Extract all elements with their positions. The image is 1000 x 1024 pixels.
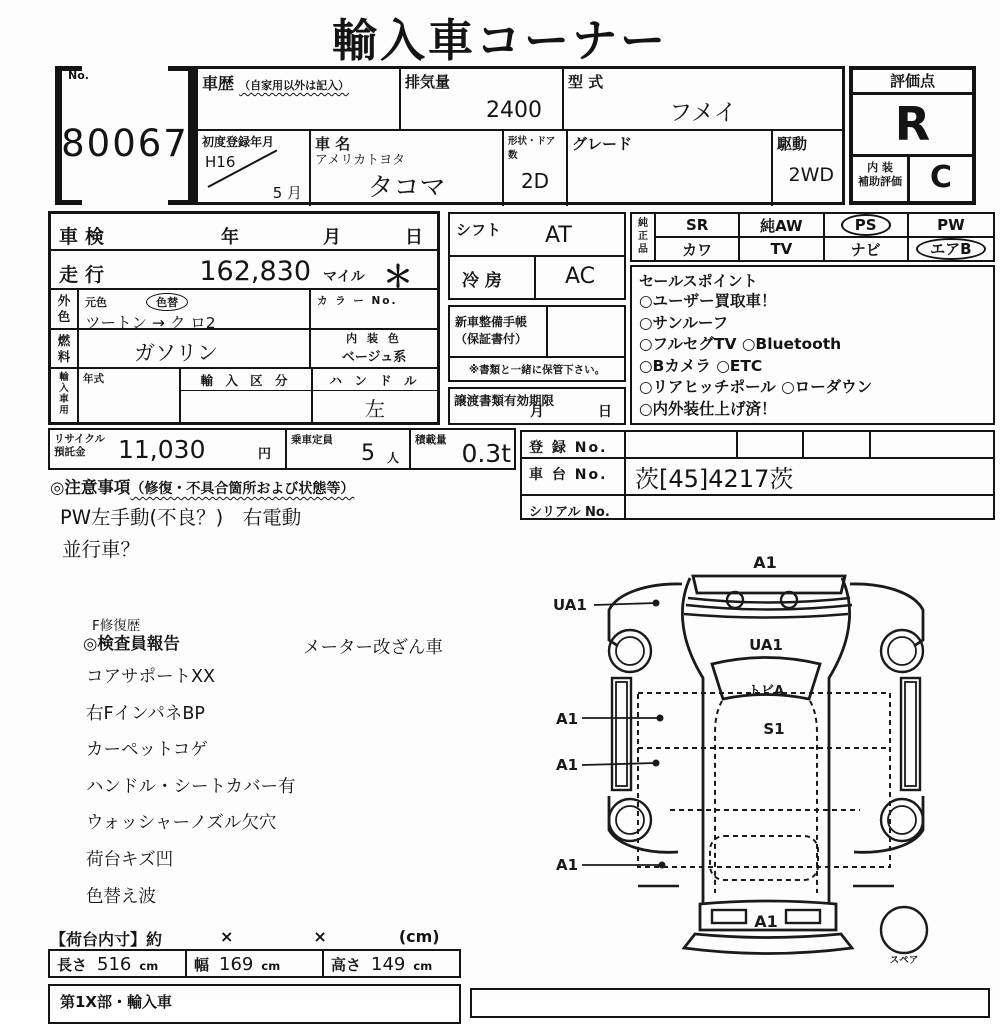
chassis-no-row [522, 459, 993, 496]
left-rear-wheel-inner [616, 806, 644, 834]
equip-ps [825, 214, 909, 238]
history-note: （自家用以外は記入） [239, 79, 350, 92]
handle-cell [313, 369, 437, 422]
mileage-row [51, 251, 437, 296]
right-rocker-inner [905, 682, 916, 786]
handle-label: ハ ン ド ル [313, 369, 437, 391]
front-a1-label: A1 [753, 553, 777, 572]
displacement-label: 排気量 [405, 73, 451, 91]
registration-no-row [522, 432, 993, 459]
interior-label-line2: 補助評価 [858, 175, 902, 188]
bed-size-header-label: 【荷台内寸】約 [50, 930, 163, 949]
inspector-item: コアサポートXX [86, 667, 215, 687]
equip-sr: SR [656, 214, 740, 238]
inspector-report-header: ◎検査員報告 [83, 634, 180, 653]
ac-row [450, 257, 624, 298]
left-rocker [612, 678, 631, 790]
chassis-no-value: 茨[45]4217茨 [635, 465, 794, 493]
bed-height-unit: cm [413, 959, 433, 973]
car-name-label: 車 名 [315, 135, 351, 153]
lot-number-box [55, 66, 195, 205]
vehicle-info-table [195, 66, 845, 205]
inspector-item: ハンドル・シートカバー有 [86, 776, 296, 797]
registration-empty-cell [871, 432, 993, 457]
cabin-s1-label: S1 [763, 720, 785, 738]
keep-documents-note: ※書類と一緒に保管下さい。 [468, 364, 606, 376]
registration-empty-cell [804, 432, 871, 457]
seating-capacity-cell [287, 430, 411, 468]
ac-value: AC [564, 264, 596, 289]
recycle-deposit-label [54, 433, 105, 459]
bed-times-2: × [313, 927, 327, 946]
sales-item: ○リアヒッチポール ○ローダウン [639, 378, 873, 396]
headlight-right [781, 592, 797, 608]
interior-rating-label [853, 157, 910, 201]
equipment-vlabel-text: 純正品 [638, 218, 648, 255]
shaken-day: 日 [405, 227, 423, 248]
shaken-month: 月 [323, 227, 341, 248]
rating-box [849, 66, 976, 205]
car-name-value: タコマ [367, 173, 446, 203]
transfer-docs-label: 譲渡書類有効期限 [454, 393, 555, 408]
history-label: 車歴 [202, 74, 235, 93]
bed-times-1: × [220, 927, 234, 946]
taillight-left [712, 910, 746, 923]
bed-unit: (cm) [398, 927, 440, 946]
interior-rating-grade: C [929, 160, 953, 195]
displacement-value: 2400 [486, 98, 542, 123]
page-title: 輸入車コーナー [331, 14, 668, 67]
bed-width-value: 169 [219, 954, 254, 975]
shaken-year: 年 [221, 227, 239, 248]
bed-height-label: 高さ [331, 956, 362, 974]
shaken-label: 車検 [59, 226, 112, 248]
equip-aw: 純AW [740, 214, 824, 238]
grade-label: グレード [572, 135, 633, 153]
shift-ac-box [448, 212, 626, 300]
lot-number-label: No. [68, 69, 89, 82]
sales-points-box [630, 265, 995, 425]
drive-cell [773, 131, 842, 206]
handle-value: 左 [365, 397, 385, 421]
fuel-value: ガソリン [79, 330, 311, 367]
exterior-color-vlabel [51, 290, 79, 328]
import-class-cell [181, 369, 313, 422]
left-a1-rear-label: A1 [556, 856, 579, 874]
rear-bumper-lip [684, 934, 852, 954]
drive-label: 駆動 [777, 135, 808, 153]
registration-table [520, 430, 995, 520]
registration-no-label: 登 録 No. [522, 432, 626, 457]
fuel-vlabel-text: 燃料 [57, 333, 71, 364]
note-line: PW左手動(不良？) 右電動 [60, 506, 302, 529]
door-line-left [715, 701, 722, 893]
sales-item: ○フルセグTV ○Bluetooth [639, 335, 842, 353]
rear-window-dashed [710, 836, 818, 880]
condition-table [48, 211, 440, 425]
ac-label: 冷 房 [450, 257, 536, 298]
top-row-1 [198, 69, 842, 131]
spare-label: スペア [889, 955, 919, 966]
import-class-label: 輸 入 区 分 [181, 369, 311, 391]
hood-ua1-label: UA1 [749, 636, 783, 654]
maintenance-label-line2: （保証書付） [455, 332, 528, 346]
sales-item: ○内外装仕上げ済！ [639, 399, 777, 418]
fuel-row [51, 330, 437, 369]
left-front-wheel-inner [616, 637, 644, 665]
sales-item: ○サンルーフ [639, 313, 729, 332]
seating-capacity-label: 乗車定員 [291, 434, 333, 446]
car-name-cell [311, 131, 504, 206]
leader-a1-rear-dot [659, 862, 666, 869]
equip-airbag [909, 238, 993, 260]
bottom-empty-box [470, 988, 990, 1018]
doors-value: 2D [520, 169, 550, 193]
transfer-docs-box [448, 387, 626, 425]
interior-label-line1: 内 装 [867, 161, 893, 174]
sales-item: ○ユーザー買取車！ [639, 292, 777, 310]
doors-cell [504, 131, 568, 206]
front-bumper [693, 576, 845, 593]
top-row-2 [198, 131, 842, 206]
model-code-label: 型 式 [568, 73, 604, 91]
bed-size-header [50, 927, 440, 950]
color-main-cell [79, 290, 311, 332]
right-rear-wheel-inner [888, 806, 916, 834]
serial-no-row [522, 496, 993, 520]
equip-pw: PW [909, 214, 993, 238]
bed-width-label: 幅 [194, 956, 210, 974]
door-line-right [810, 701, 817, 893]
bed-size-table [48, 949, 461, 978]
color-value: ツートン → ク ロ2 [85, 314, 216, 332]
left-a1-door-label: A1 [556, 710, 579, 728]
model-code-value: フメイ [669, 100, 737, 126]
rating-header: 評価点 [853, 70, 972, 95]
color-no-label: カ ラ ー No. [317, 295, 398, 307]
year-model-cell [79, 369, 181, 422]
equip-ps-circled: PS [841, 214, 891, 236]
notes-header-main: ◎注意事項 [50, 478, 131, 497]
shift-row [450, 214, 624, 257]
right-side-panels [850, 584, 923, 886]
leader-ua1 [594, 603, 656, 605]
recycle-deposit-value: 11,030 [118, 435, 206, 464]
recycle-label-line2: 預託金 [54, 446, 86, 458]
left-rocker-inner [616, 682, 627, 786]
serial-no-empty [626, 496, 993, 520]
load-capacity-value: 0.3t [461, 439, 511, 468]
equip-leather: カワ [656, 238, 740, 260]
note-line: 並行車？ [62, 538, 141, 561]
transfer-day: 日 [598, 404, 612, 420]
first-registration-label: 初度登録年月 [202, 135, 275, 149]
seating-capacity-unit: 人 [386, 451, 399, 465]
mileage-unit: マイル [323, 269, 365, 286]
left-side-panels [609, 584, 682, 886]
first-registration-month: 5 月 [272, 184, 302, 202]
model-code-cell [564, 69, 842, 129]
rating-grade: R [853, 95, 972, 157]
maintenance-main [450, 307, 624, 358]
inspector-items [86, 659, 295, 915]
sales-item: ○Bカメラ ○ETC [639, 356, 763, 375]
maintenance-label-line1: 新車整備手帳 [455, 315, 528, 329]
left-a1-rocker-label: A1 [556, 756, 579, 774]
first-registration-year: H16 [205, 153, 236, 171]
inspector-item: 右FインパネBP [86, 703, 205, 724]
inspector-item: 荷台キズ凹 [86, 849, 174, 870]
registration-empty-cell [738, 432, 804, 457]
maintenance-label [450, 307, 548, 356]
bed-length-unit: cm [139, 959, 159, 973]
load-capacity-cell [411, 430, 514, 468]
repair-history-label: F修復歴 [92, 618, 141, 634]
inspector-item: ウォッシャーノズル欠穴 [86, 813, 277, 834]
first-registration-cell [198, 131, 311, 206]
recycle-deposit-unit: 円 [258, 447, 272, 462]
right-front-wheel-inner [888, 637, 916, 665]
mileage-asterisk: ＊ [383, 260, 413, 296]
leader-ua1-dot [653, 600, 660, 607]
notes-header-sub: （修復・不具合箇所および状態等） [130, 481, 355, 497]
drive-value: 2WD [788, 164, 834, 186]
leader-a1-door-dot [657, 715, 664, 722]
transfer-month: 月 [530, 404, 544, 420]
vehicle-damage-diagram [552, 548, 1000, 978]
bed-width-cell [187, 951, 324, 976]
serial-no-label: シリアル No. [522, 496, 626, 520]
rear-a1-label: A1 [754, 912, 778, 931]
interior-color-cell [311, 330, 437, 367]
taillight-right [786, 910, 820, 923]
year-model-label: 年式 [83, 373, 104, 385]
load-capacity-label: 積載量 [415, 434, 447, 446]
shift-value: AT [545, 223, 572, 248]
recycle-capacity-row [48, 428, 516, 470]
exterior-color-vlabel-text: 外色 [57, 293, 71, 324]
maintenance-book-box [448, 305, 626, 382]
bed-length-value: 516 [97, 954, 132, 975]
chassis-no-label: 車 台 No. [522, 459, 626, 494]
recycle-deposit-cell [50, 430, 287, 468]
interior-color-label: 内 装 色 [346, 332, 402, 345]
displacement-cell [401, 69, 564, 129]
section-label-box: 第1X部・輸入車 [48, 984, 461, 1024]
bed-width-unit: cm [261, 959, 281, 973]
sales-points-header: セールスポイント [639, 272, 758, 290]
import-row [51, 369, 437, 422]
equip-tv: TV [740, 238, 824, 260]
spare-tire [881, 907, 927, 953]
fuel-vlabel [51, 330, 79, 367]
bed-height-value: 149 [371, 954, 406, 975]
registration-empty-cell [626, 432, 738, 457]
cowl-line [684, 614, 848, 618]
mileage-label: 走行 [59, 264, 112, 287]
meter-tampered-note: メーター改ざん車 [303, 638, 443, 658]
equipment-vlabel [632, 214, 656, 260]
headlight-left [727, 592, 743, 608]
shaken-row [51, 214, 437, 251]
front-bumper-lip1 [688, 598, 850, 603]
doors-label: 形状・ドア数 [508, 136, 556, 161]
bed-height-cell [324, 951, 459, 976]
windshield-tobi-label: トビA [747, 684, 785, 699]
inspector-item: 色替え波 [86, 886, 156, 907]
car-maker: アメリカトヨタ [315, 153, 406, 168]
original-color-label: 元色 [85, 296, 107, 309]
equip-navi: ナビ [825, 238, 909, 260]
body-left-edge [682, 578, 703, 904]
right-rocker [901, 678, 920, 790]
inspector-item: カーペットコゲ [86, 740, 208, 761]
interior-color-value: ベージュ系 [341, 350, 407, 365]
maintenance-empty-cell [548, 307, 624, 356]
leader-a1-rocker [582, 763, 656, 765]
import-vlabel [51, 369, 79, 422]
front-bumper-lip2 [686, 605, 852, 610]
import-vlabel-text: 輸入車用 [59, 372, 69, 416]
equip-airbag-circled: エアB [916, 238, 985, 260]
history-cell [198, 69, 401, 129]
equipment-grid [656, 214, 993, 260]
color-no-cell [311, 290, 437, 328]
grade-cell [568, 131, 773, 206]
left-ua1-label: UA1 [553, 596, 587, 614]
seating-capacity-value: 5 [361, 441, 375, 466]
exterior-color-row [51, 290, 437, 330]
body-right-edge [829, 578, 850, 904]
bed-length-cell [50, 951, 187, 976]
color-change-badge: 色替 [146, 293, 188, 311]
interior-rating-row [853, 157, 972, 201]
factory-equipment-box [630, 212, 995, 262]
mileage-value: 162,830 [199, 256, 311, 288]
recycle-label-line1: リサイクル [54, 433, 106, 445]
leader-a1-rocker-dot [653, 760, 660, 767]
bed-length-label: 長さ [57, 956, 88, 974]
notes-header [50, 474, 354, 498]
lot-number-value: 80067 [61, 122, 189, 165]
shift-label: シフト [456, 221, 502, 239]
